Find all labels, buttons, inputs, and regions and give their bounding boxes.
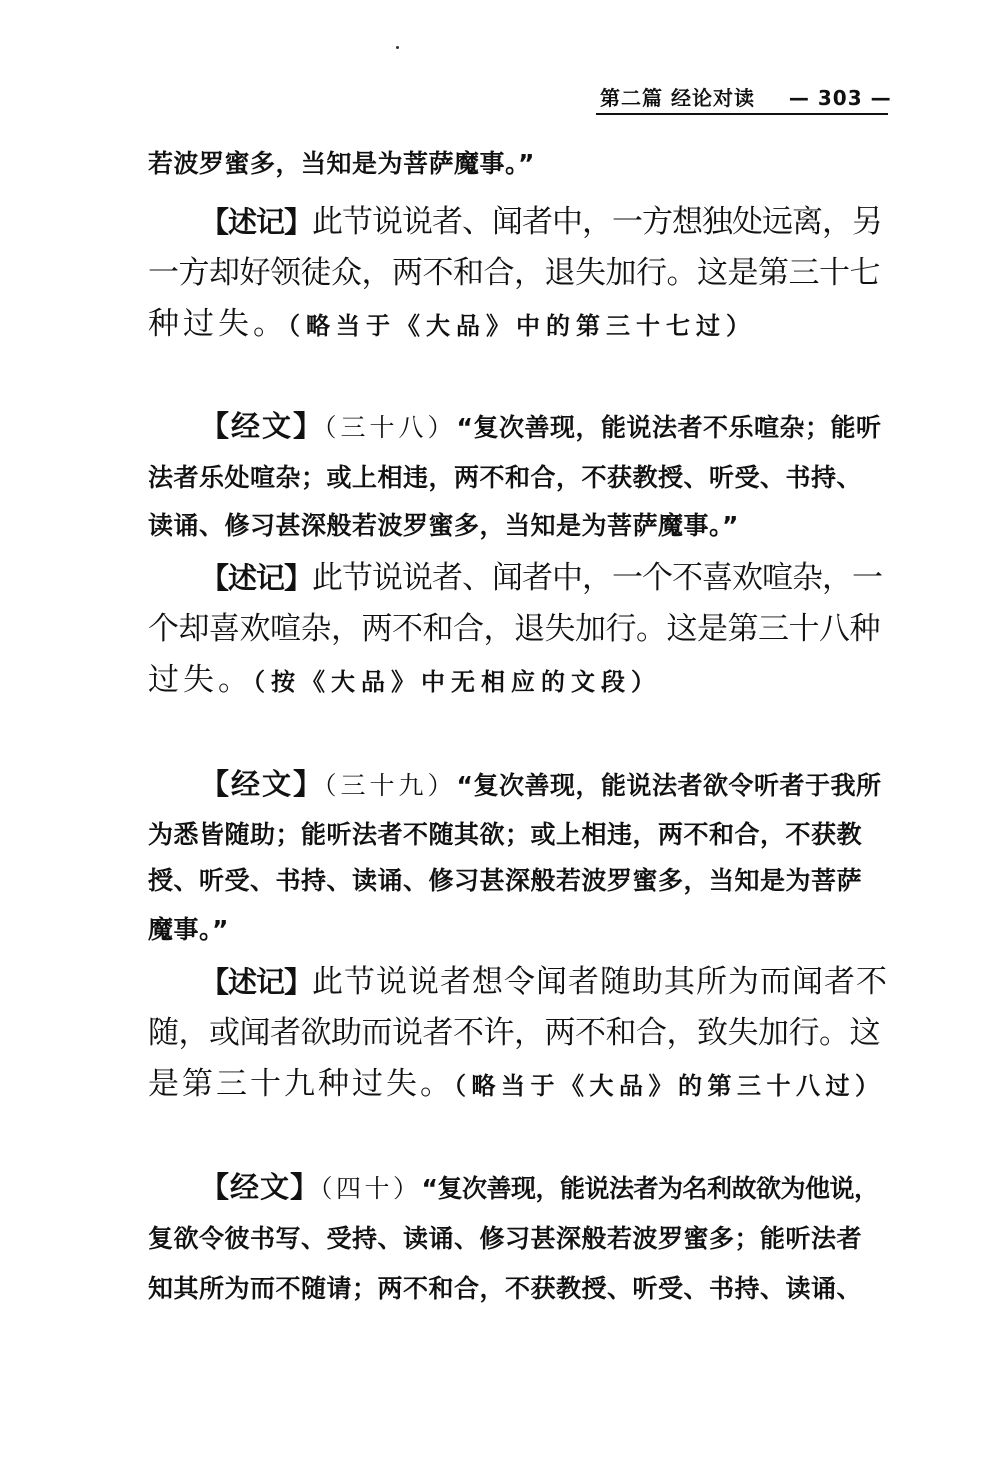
commentary-line: 随，或闻者欲助而说者不许，两不和合，致失加行。这 xyxy=(148,1015,880,1051)
commentary-line: 个却喜欢喧杂，两不和合，退失加行。这是第三十八种 xyxy=(148,611,880,647)
sutra-line: 读诵、修习甚深般若波罗蜜多，当知是为菩萨魔事。” xyxy=(148,511,739,540)
header-section-title: 第二篇 经论对读 xyxy=(600,86,755,110)
commentary-line: 种过失。（略当于《大品》中的第三十七过） xyxy=(148,306,756,342)
running-header xyxy=(600,82,892,111)
page-number: — 303 — xyxy=(788,86,892,110)
sutra-line: 【经文】（四十）“复次善现，能说法者为名利故欲为他说， xyxy=(200,1170,879,1204)
commentary-line: 过失。（按《大品》中无相应的文段） xyxy=(148,662,661,698)
section-number: （三十九） xyxy=(324,771,457,800)
commentary-tag: 【述记】 xyxy=(200,205,313,239)
sutra-line: 为悉皆随助；能听法者不随其欲；或上相违，两不和合，不获教 xyxy=(148,820,863,849)
sutra-line: 授、听受、书持、读诵、修习甚深般若波罗蜜多，当知是为菩萨 xyxy=(148,866,863,895)
sutra-line: 【经文】（三十八）“复次善现，能说法者不乐喧杂；能听 xyxy=(200,409,882,443)
header-rule xyxy=(596,113,888,115)
sutra-line: 魔事。” xyxy=(148,915,229,944)
section-number: （四十） xyxy=(320,1174,422,1203)
cross-reference-note: （按《大品》中无相应的文段） xyxy=(253,667,661,696)
commentary-line: 是第三十九种过失。（略当于《大品》的第三十八过） xyxy=(148,1066,885,1102)
commentary-line: 一方却好领徒众，两不和合，退失加行。这是第三十七 xyxy=(148,255,880,291)
section-number: （三十八） xyxy=(324,413,457,442)
commentary-tag: 【述记】 xyxy=(200,561,313,595)
scan-speck xyxy=(396,46,399,49)
sutra-line: 【经文】（三十九）“复次善现，能说法者欲令听者于我所 xyxy=(200,767,882,801)
cross-reference-note: （略当于《大品》中的第三十七过） xyxy=(288,311,756,340)
sutra-line: 知其所为而不随请；两不和合，不获教授、听受、书持、读诵、 xyxy=(148,1274,863,1303)
sutra-tag: 【经文】 xyxy=(200,767,325,801)
cross-reference-note: （略当于《大品》的第三十八过） xyxy=(454,1071,885,1100)
sutra-line: 法者乐处喧杂；或上相违，两不和合，不获教授、听受、书持、 xyxy=(148,463,863,492)
commentary-line: 【述记】此节说说者想令闻者随助其所为而闻者不 xyxy=(200,964,889,1000)
sutra-line: 若波罗蜜多，当知是为菩萨魔事。” xyxy=(148,149,535,178)
commentary-tag: 【述记】 xyxy=(200,965,313,999)
commentary-line: 【述记】此节说说者、闻者中，一个不喜欢喧杂，一 xyxy=(200,560,883,596)
sutra-tag: 【经文】 xyxy=(200,1170,321,1204)
commentary-line: 【述记】此节说说者、闻者中，一方想独处远离，另 xyxy=(200,204,883,240)
sutra-line: 复欲令彼书写、受持、读诵、修习甚深般若波罗蜜多；能听法者 xyxy=(148,1224,863,1253)
sutra-tag: 【经文】 xyxy=(200,409,325,443)
